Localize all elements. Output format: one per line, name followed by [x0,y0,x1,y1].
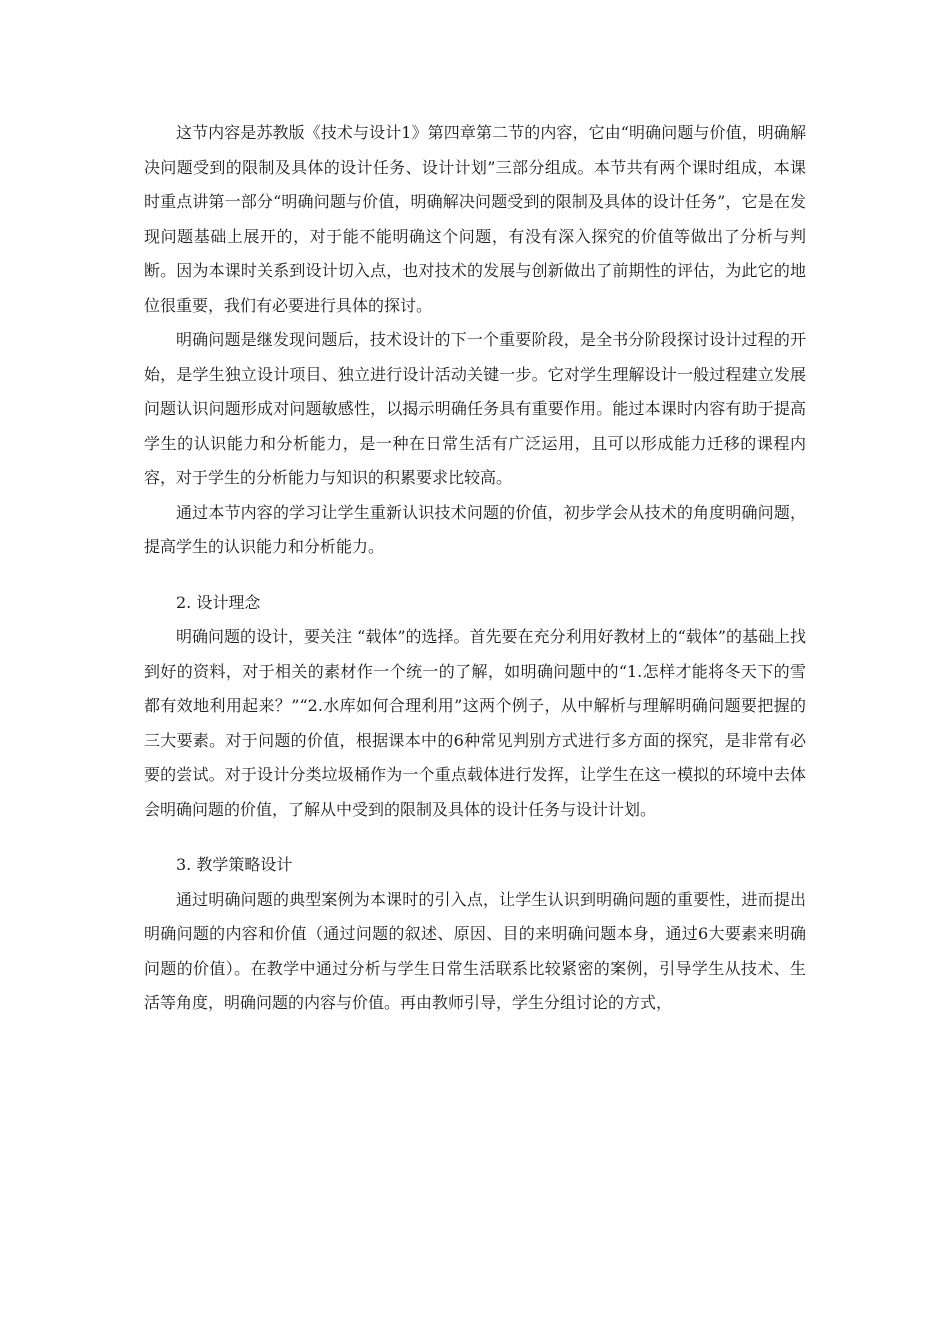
design-concept-paragraph: 明确问题的设计，要关注 “载体”的选择。首先要在充分利用好教材上的“载体”的基础上找到好的资料，对于相关的素材作一个统一的了解，如明确问题中的“1.怎样才能将冬天下的雪都有效地利用起来？”“2.水库如何合理利用”这两个例子，从中解析与理解明确问题要把握的三大要素。对于问题的价值，根据课本中的6种常见判别方式进行多方面的探究，是非常有必要的尝试。对于设计分类垃圾桶作为一个重点载体进行发挥，让学生在这一模拟的环境中去体会明确问题的价值，了解从中受到的限制及具体的设计任务与设计计划。 [144,627,806,819]
intro-paragraph-1: 这节内容是苏教版《技术与设计1》第四章第二节的内容，它由“明确问题与价值，明确解决问题受到的限制及具体的设计任务、设计计划”三部分组成。本节共有两个课时组成，本课时重点讲第一部分“明确问题与价值，明确解决问题受到的限制及具体的设计任务”，它是在发现问题基础上展开的，对于能不能明确这个问题，有没有深入探究的价值等做出了分析与判断。因为本课时关系到设计切入点，也对技术的发展与创新做出了前期性的评估，为此它的地位很重要，我们有必要进行具体的探讨。 [144,123,806,315]
design-concept-heading: 2. 设计理念 [176,592,261,612]
document-body [144,116,806,1021]
section-spacer [144,827,806,848]
intro-paragraph-3: 通过本节内容的学习让学生重新认识技术问题的价值，初步学会从技术的角度明确问题，提高学生的认识能力和分析能力。 [144,502,806,556]
intro-paragraph-2: 明确问题是继发现问题后，技术设计的下一个重要阶段，是全书分阶段探讨设计过程的开始，是学生独立设计项目、独立进行设计活动关键一步。它对学生理解设计一般过程建立发展问题认识问题形成对问题敏感性，以揭示明确任务具有重要作用。能过本课时内容有助于提高学生的认识能力和分析能力，是一种在日常生活有广泛运用，且可以形成能力迁移的课程内容，对于学生的分析能力与知识的积累要求比较高。 [144,330,806,487]
section-spacer [144,565,806,586]
strategy-paragraph: 通过明确问题的典型案例为本课时的引入点，让学生认识到明确问题的重要性，进而提出明确问题的内容和价值（通过问题的叙述、原因、目的来明确问题本身，通过6大要素来明确问题的价值）。在教学中通过分析与学生日常生活联系比较紧密的案例，引导学生从技术、生活等角度，明确问题的内容与价值。再由教师引导，学生分组讨论的方式， [144,889,806,1012]
strategy-heading: 3. 教学策略设计 [176,855,293,874]
